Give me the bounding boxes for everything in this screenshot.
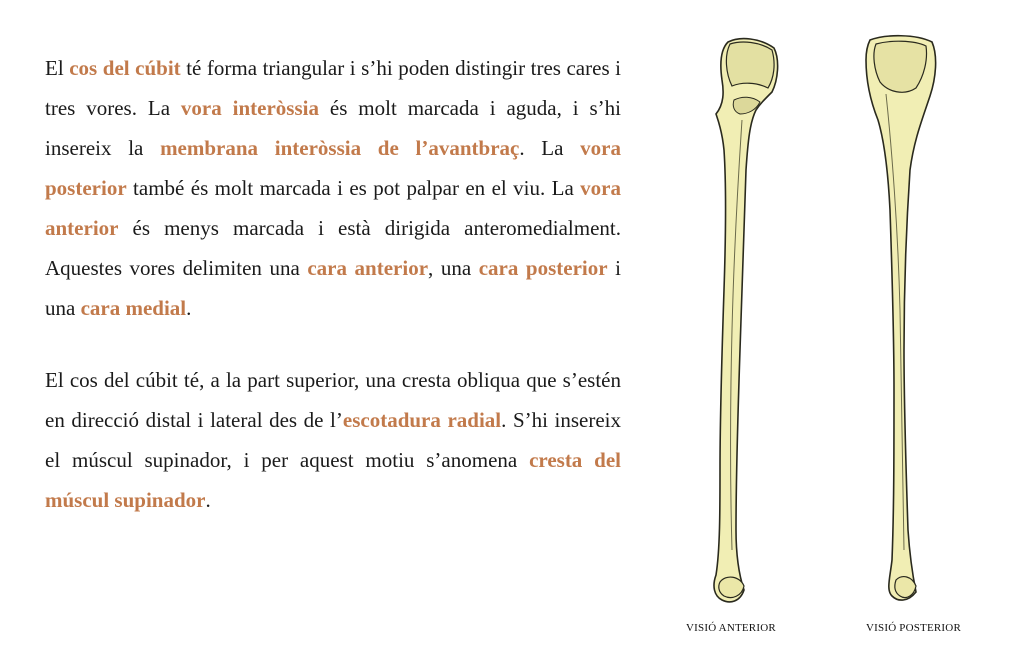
text-run: El bbox=[45, 56, 70, 80]
text-run: , una bbox=[428, 256, 479, 280]
caption-posterior-view: VISIÓ POSTERIOR bbox=[866, 622, 961, 634]
highlighted-term: cos del cúbit bbox=[69, 56, 181, 80]
ulna-anterior-drawing bbox=[690, 30, 786, 610]
text-run: i una bbox=[45, 256, 621, 320]
highlighted-term: cara medial bbox=[80, 296, 187, 320]
highlighted-term: escotadura radial bbox=[342, 408, 502, 432]
ulna-anterior-shaft bbox=[714, 39, 778, 602]
caption-anterior-view: VISIÓ ANTERIOR bbox=[686, 622, 776, 634]
text-run: . S’hi insereix el múscul supinador, i per aquest motiu s’anomena bbox=[45, 408, 622, 472]
text-run: és menys marcada i està dirigida anteromedialment. Aquestes vores delimiten una bbox=[45, 216, 621, 280]
ulna-posterior-olecranon bbox=[874, 41, 927, 92]
highlighted-term: cresta del múscul supinador bbox=[45, 448, 621, 512]
ulna-anterior-illustration bbox=[690, 30, 786, 610]
paragraph-ulna-body bbox=[45, 48, 621, 328]
highlighted-term: vora anterior bbox=[45, 176, 621, 240]
text-run: . bbox=[186, 296, 192, 320]
text-run: . bbox=[205, 488, 211, 512]
highlighted-term: cara anterior bbox=[307, 256, 429, 280]
highlighted-term: vora posterior bbox=[45, 136, 621, 200]
highlighted-term: membrana interòssia de l’avantbraç bbox=[160, 136, 520, 160]
text-run: El cos del cúbit té, a la part superior, una cresta obliqua que s’estén en direcció distal i lateral des de l’ bbox=[45, 368, 621, 432]
paragraph-supinator-crest bbox=[45, 360, 621, 520]
text-run: és molt marcada i aguda, i s’hi insereix la bbox=[45, 96, 621, 160]
text-column bbox=[45, 48, 621, 520]
ulna-posterior-illustration bbox=[856, 30, 952, 610]
text-run: també és molt marcada i es pot palpar en el viu. La bbox=[126, 176, 581, 200]
text-run: té forma triangular i s’hi poden distingir tres cares i tres vores. La bbox=[45, 56, 621, 120]
highlighted-term: cara posterior bbox=[478, 256, 608, 280]
text-run: . La bbox=[519, 136, 581, 160]
ulna-anterior-olecranon-shading bbox=[726, 42, 774, 88]
ulna-posterior-shaft bbox=[866, 36, 936, 600]
highlighted-term: vora interòssia bbox=[180, 96, 319, 120]
ulna-posterior-drawing bbox=[856, 30, 952, 610]
